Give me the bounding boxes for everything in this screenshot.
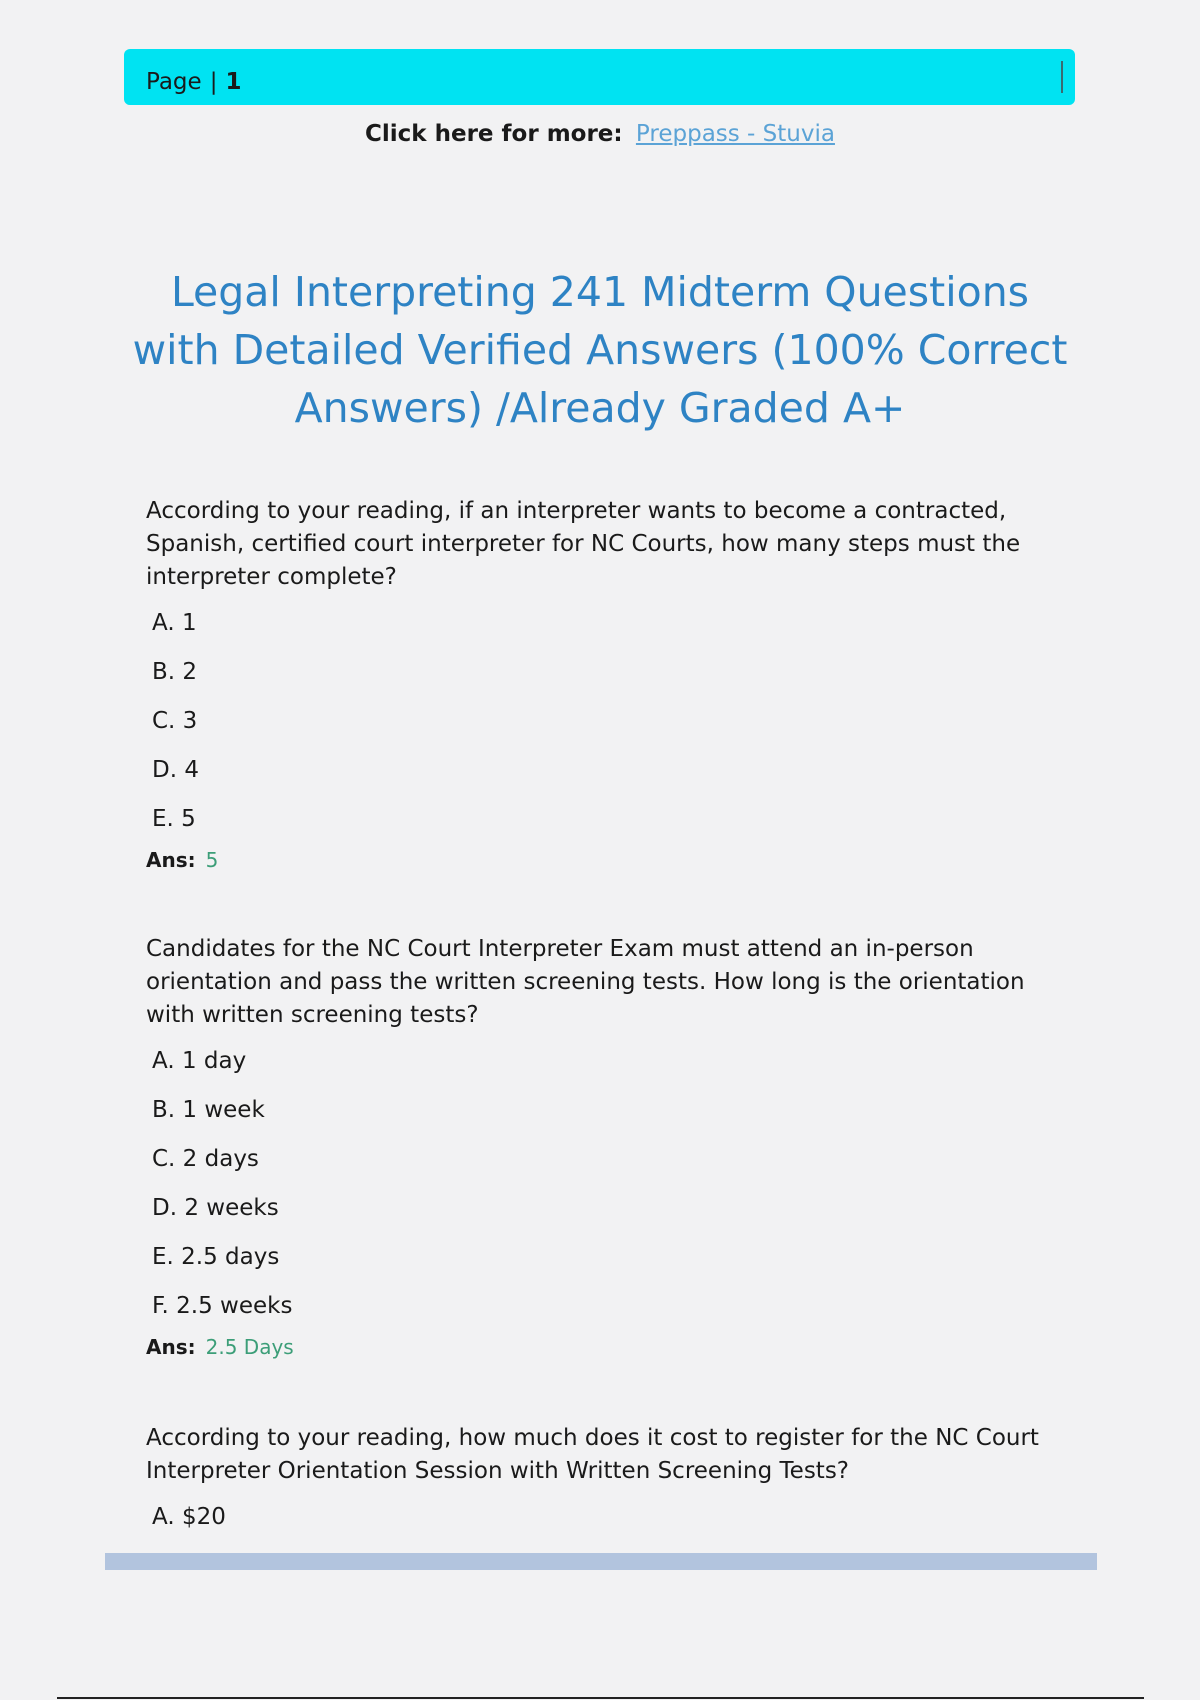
option-item: E. 5 xyxy=(152,806,196,832)
option-item: A. $20 xyxy=(152,1504,226,1530)
page-header-bar xyxy=(124,49,1075,105)
page-number: 1 xyxy=(225,69,242,95)
option-list xyxy=(146,599,1046,844)
option-item: D. 4 xyxy=(152,757,199,783)
answer-label: Ans: xyxy=(146,1335,196,1359)
option-item: C. 2 days xyxy=(152,1146,259,1172)
option-item: A. 1 xyxy=(152,610,197,636)
question-text: According to your reading, how much does it cost to register for the NC Court Interpreter Orientation Session with Written Screening Tests? xyxy=(146,1425,1039,1484)
option-item: C. 3 xyxy=(152,708,198,734)
answer-line xyxy=(146,1335,1046,1359)
more-link[interactable]: Preppass - Stuvia xyxy=(635,121,835,147)
document-title: Legal Interpreting 241 Midterm Questions with Detailed Verified Answers (100% Correct Answers) /Already Graded A+ xyxy=(132,268,1068,432)
option-item: B. 2 xyxy=(152,659,198,685)
option-item: F. 2.5 weeks xyxy=(152,1293,293,1319)
option-item: E. 2.5 days xyxy=(152,1244,280,1270)
more-line xyxy=(0,121,1200,147)
answer-label: Ans: xyxy=(146,848,196,872)
answer-value: 2.5 Days xyxy=(205,1335,294,1359)
more-label: Click here for more: xyxy=(365,121,623,147)
text-cursor-icon xyxy=(1061,61,1063,93)
option-list xyxy=(146,1037,1046,1331)
option-item: B. 1 week xyxy=(152,1097,265,1123)
question-3 xyxy=(146,1422,1046,1542)
page-label: Page xyxy=(146,69,202,95)
page-separator: | xyxy=(209,69,218,95)
bottom-rule xyxy=(57,1697,1144,1699)
answer-value: 5 xyxy=(205,848,219,872)
answer-line xyxy=(146,848,1046,872)
option-list xyxy=(146,1493,1046,1542)
question-text: Candidates for the NC Court Interpreter Exam must attend an in-person orientation and pass the written screening tests. How long is the orientation with written screening tests? xyxy=(146,936,1025,1028)
question-2 xyxy=(146,933,1046,1359)
footer-band xyxy=(105,1553,1097,1570)
question-text: According to your reading, if an interpreter wants to become a contracted, Spanish, certified court interpreter for NC Courts, how many steps must the interpreter complete? xyxy=(146,498,1021,590)
option-item: A. 1 day xyxy=(152,1048,247,1074)
question-1 xyxy=(146,495,1046,872)
option-item: D. 2 weeks xyxy=(152,1195,279,1221)
